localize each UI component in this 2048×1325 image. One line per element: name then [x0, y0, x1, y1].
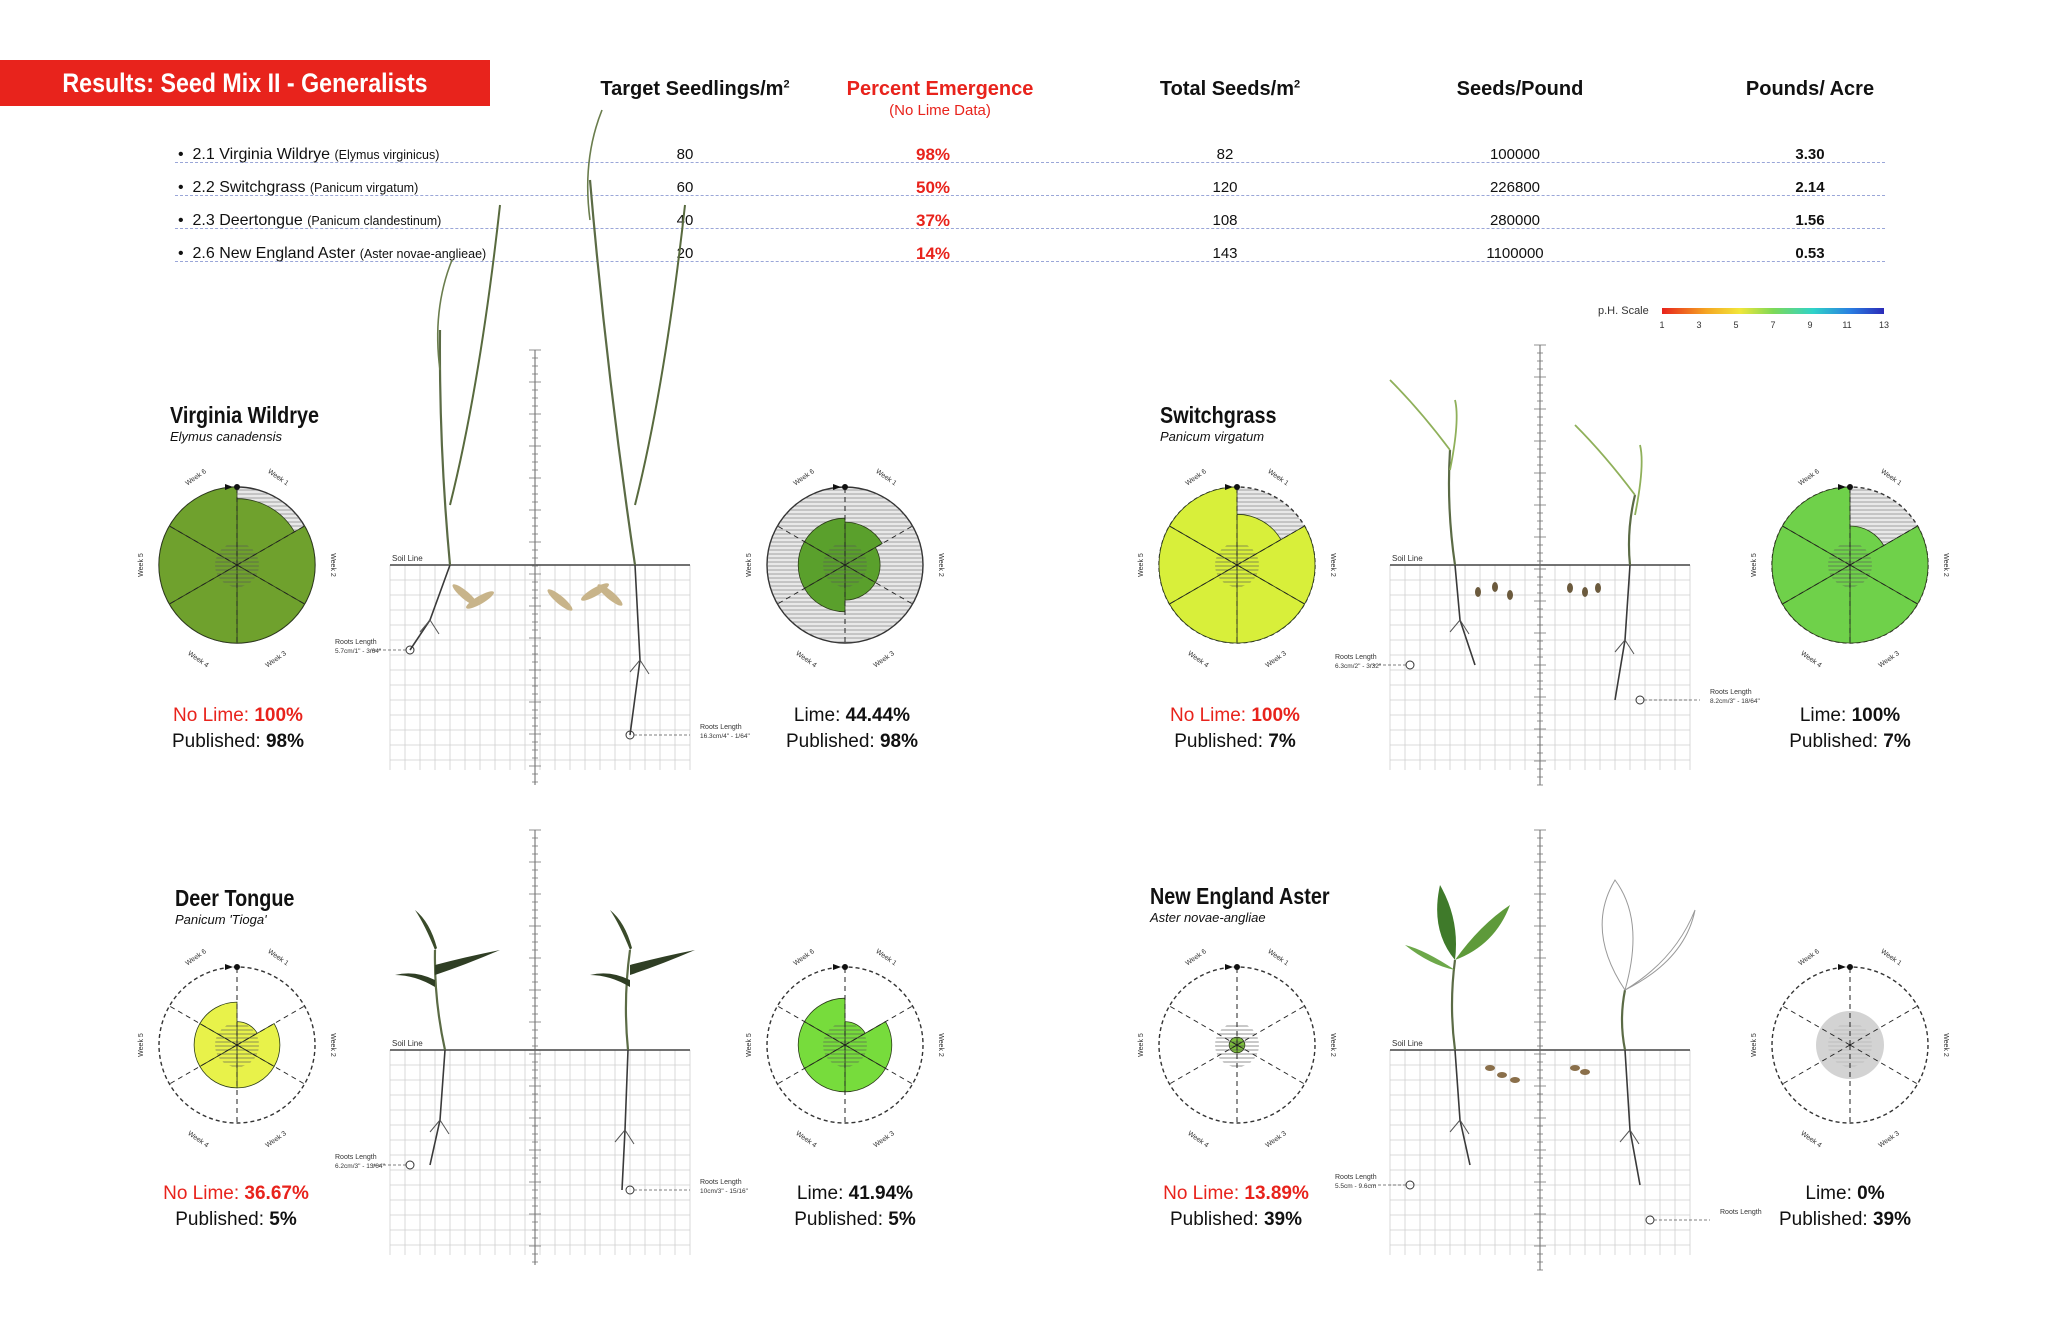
week-label: Week 6 — [1797, 948, 1821, 968]
week-label: Week 1 — [874, 948, 898, 968]
species-scientific-name: Elymus canadensis — [170, 429, 282, 444]
seed — [1475, 587, 1481, 597]
stem — [1629, 495, 1635, 565]
week-label: Week 3 — [1877, 650, 1901, 670]
roots-length-label: Roots Length — [335, 639, 377, 646]
cell-total: 108 — [1212, 212, 1238, 229]
no-lime-stat: No Lime: 100% — [1170, 705, 1300, 726]
week-label: Week 5 — [1138, 1033, 1145, 1057]
published-stat: Published: 39% — [1169, 1209, 1303, 1230]
cell-emergence: 37% — [915, 211, 951, 230]
lime-stat: Lime: 0% — [1805, 1183, 1885, 1204]
species-scientific-name: Panicum 'Tioga' — [175, 912, 267, 927]
week-label: Week 1 — [1266, 468, 1290, 488]
week-label: Week 3 — [264, 1130, 288, 1150]
seed — [1580, 1069, 1590, 1075]
col-header-emergence: Percent Emergence — [846, 78, 1034, 100]
leaf — [415, 910, 437, 950]
week-label: Week 2 — [1329, 1033, 1336, 1057]
week-label: Week 2 — [1329, 553, 1336, 577]
root — [1625, 1050, 1640, 1185]
leaf — [1450, 400, 1457, 470]
soil-line-label: Soil Line — [392, 1039, 423, 1048]
direction-arrow — [225, 964, 233, 970]
root — [630, 565, 640, 735]
seedling-illustration — [1335, 880, 1762, 1224]
week-label: Week 2 — [937, 553, 944, 577]
cell-seeds-per-pound: 1100000 — [1486, 245, 1544, 262]
cell-emergence: 50% — [915, 178, 951, 197]
col-header-total: Total Seeds/$m^2$ — [1159, 78, 1301, 100]
week-label: Week 1 — [1879, 948, 1903, 968]
seed — [1570, 1065, 1580, 1071]
lime-stat: Lime: 100% — [1799, 705, 1901, 726]
start-marker — [1234, 964, 1240, 970]
ph-tick: 9 — [1807, 320, 1813, 330]
cell-target: 80 — [676, 146, 694, 163]
stem — [1452, 960, 1455, 1050]
root-grid — [390, 830, 690, 1265]
table-row-name: • 2.2 Switchgrass (Panicum virgatum) — [178, 179, 419, 196]
radial-emergence-chart — [1751, 948, 1949, 1149]
radial-emergence-chart — [1138, 948, 1336, 1149]
week-label: Week 4 — [186, 1130, 210, 1150]
table-row-name: • 2.3 Deertongue (Panicum clandestinum) — [178, 212, 442, 229]
ph-tick: 3 — [1696, 320, 1702, 330]
published-stat: Published: 39% — [1778, 1209, 1912, 1230]
seedling-illustration — [1335, 380, 1760, 705]
week-label: Week 4 — [794, 650, 818, 670]
stem — [590, 180, 635, 565]
cell-emergence: 14% — [915, 244, 951, 263]
radial-emergence-chart — [1751, 468, 1949, 669]
published-stat: Published: 7% — [1174, 731, 1296, 752]
week-label: Week 5 — [138, 553, 145, 577]
species-scientific-name: Panicum virgatum — [1160, 429, 1265, 444]
cell-target: 60 — [676, 179, 694, 196]
week-label: Week 5 — [746, 553, 753, 577]
species-title: Virginia Wildrye — [170, 402, 319, 428]
week-label: Week 6 — [1184, 948, 1208, 968]
ph-tick: 5 — [1733, 320, 1739, 330]
week-label: Week 4 — [1799, 650, 1823, 670]
leaf — [1575, 425, 1635, 495]
lime-stat: Lime: 41.94% — [796, 1183, 914, 1204]
root-grid — [390, 350, 690, 785]
roots-length-value: 5.7cm/1" - 3/64" — [335, 648, 382, 655]
start-marker — [1234, 484, 1240, 490]
week-label: Week 1 — [1879, 468, 1903, 488]
leaf-outline — [1602, 880, 1695, 990]
week-label: Week 6 — [1797, 468, 1821, 488]
stem — [626, 950, 630, 1050]
week-label: Week 4 — [1186, 1130, 1210, 1150]
leaf — [1455, 905, 1510, 960]
week-label: Week 3 — [872, 1130, 896, 1150]
root — [622, 1050, 628, 1190]
leaf — [450, 205, 500, 505]
ph-scale-bar — [1662, 308, 1884, 314]
start-marker — [234, 964, 240, 970]
ph-scale-label: p.H. Scale — [1598, 305, 1649, 317]
direction-arrow — [1838, 964, 1846, 970]
cell-pounds-per-acre: 2.14 — [1795, 179, 1825, 196]
leaf — [610, 910, 632, 950]
ph-tick: 13 — [1878, 320, 1889, 330]
week-label: Week 2 — [329, 553, 336, 577]
week-label: Week 6 — [792, 948, 816, 968]
start-marker — [234, 484, 240, 490]
root-grid — [1390, 830, 1690, 1270]
radial-emergence-chart — [746, 468, 944, 669]
cell-total: 120 — [1212, 179, 1238, 196]
soil-line-label: Soil Line — [1392, 554, 1423, 563]
week-label: Week 6 — [184, 948, 208, 968]
week-label: Week 2 — [937, 1033, 944, 1057]
root — [430, 1050, 445, 1165]
leaf — [395, 973, 435, 987]
radial-emergence-chart — [138, 468, 336, 669]
week-label: Week 1 — [874, 468, 898, 488]
roots-length-value: 10cm/3" - 15/16" — [700, 1188, 748, 1195]
leaf — [588, 110, 602, 220]
species-scientific-name: Aster novae-angliae — [1150, 910, 1266, 925]
seedling-illustration — [335, 110, 750, 740]
cell-seeds-per-pound: 100000 — [1489, 146, 1541, 163]
roots-length-label: Roots Length — [700, 1179, 742, 1186]
roots-length-label: Roots Length — [700, 724, 742, 731]
roots-length-label: Roots Length — [335, 1154, 377, 1161]
week-label: Week 4 — [1799, 1130, 1823, 1150]
seedling-illustration — [335, 910, 749, 1195]
leaf — [1635, 445, 1642, 515]
root-branch — [1620, 1130, 1639, 1144]
table-row-name: • 2.1 Virginia Wildrye (Elymus virginicus) — [178, 146, 440, 163]
week-label: Week 6 — [184, 468, 208, 488]
no-lime-stat: No Lime: 13.89% — [1163, 1183, 1309, 1204]
seed — [1485, 1065, 1495, 1071]
roots-length-label: Roots Length — [1335, 1174, 1377, 1181]
roots-length-label: Roots Length — [1710, 689, 1752, 696]
cell-total: 82 — [1216, 146, 1234, 163]
week-label: Week 3 — [264, 650, 288, 670]
cell-target: 40 — [676, 212, 694, 229]
radial-emergence-chart — [746, 948, 944, 1149]
root-branch — [1450, 620, 1469, 634]
cell-pounds-per-acre: 3.30 — [1795, 146, 1825, 163]
week-label: Week 1 — [266, 948, 290, 968]
col-header-target: Target Seedlings/$m^2$ — [600, 78, 790, 100]
direction-arrow — [1225, 964, 1233, 970]
week-label: Week 3 — [1877, 1130, 1901, 1150]
stem — [1622, 990, 1625, 1050]
week-label: Week 3 — [1264, 1130, 1288, 1150]
published-stat: Published: 98% — [171, 731, 305, 752]
root-branch — [1450, 1120, 1469, 1134]
published-stat: Published: 5% — [794, 1209, 916, 1230]
col-header-emergence-note: (No Lime Data) — [889, 102, 991, 119]
roots-length-value: 8.2cm/3" - 18/64" — [1710, 698, 1760, 705]
ph-tick: 11 — [1842, 320, 1852, 330]
week-label: Week 5 — [138, 1033, 145, 1057]
radial-emergence-chart — [1138, 468, 1336, 669]
cell-total: 143 — [1212, 245, 1238, 262]
start-marker — [842, 964, 848, 970]
week-label: Week 5 — [746, 1033, 753, 1057]
leaf — [590, 973, 630, 987]
table-row-name: • 2.6 New England Aster (Aster novae-anglieae) — [178, 245, 487, 262]
week-label: Week 4 — [794, 1130, 818, 1150]
root-tip-marker — [1646, 1216, 1654, 1224]
week-label: Week 4 — [186, 650, 210, 670]
week-label: Week 6 — [1184, 468, 1208, 488]
week-label: Week 1 — [266, 468, 290, 488]
cell-seeds-per-pound: 226800 — [1489, 179, 1541, 196]
seed — [1567, 583, 1573, 593]
week-label: Week 4 — [1186, 650, 1210, 670]
seed — [1497, 1072, 1507, 1078]
seed — [1507, 590, 1513, 600]
soil-line-label: Soil Line — [1392, 1039, 1423, 1048]
leaf — [435, 950, 500, 975]
cell-pounds-per-acre: 0.53 — [1795, 245, 1825, 262]
roots-length-value: 16.3cm/4" - 1/64" — [700, 733, 750, 740]
seed — [1582, 587, 1588, 597]
week-label: Week 1 — [1266, 948, 1290, 968]
root-tip-marker — [1406, 661, 1414, 669]
ph-tick: 1 — [1659, 320, 1665, 330]
cell-pounds-per-acre: 1.56 — [1795, 212, 1825, 229]
seed — [1492, 582, 1498, 592]
roots-length-value: 6.3cm/2" - 3/32" — [1335, 663, 1382, 670]
leaf — [630, 950, 695, 975]
root — [1455, 1050, 1470, 1165]
root-grid — [1390, 345, 1690, 785]
species-title: Switchgrass — [1160, 402, 1277, 428]
leaf — [635, 205, 685, 505]
roots-length-value: 6.2cm/3" - 13/64" — [335, 1163, 385, 1170]
start-marker — [1847, 964, 1853, 970]
ph-tick: 7 — [1770, 320, 1776, 330]
week-label: Week 5 — [1751, 553, 1758, 577]
cell-seeds-per-pound: 280000 — [1489, 212, 1541, 229]
roots-length-label: Roots Length — [1335, 654, 1377, 661]
roots-length-label: Roots Length — [1720, 1209, 1762, 1216]
cell-emergence: 98% — [915, 145, 951, 164]
col-header-seeds-per-pound: Seeds/Pound — [1456, 78, 1584, 100]
week-label: Week 3 — [1264, 650, 1288, 670]
root — [1615, 565, 1630, 700]
leaf — [1437, 885, 1456, 960]
week-label: Week 5 — [1138, 553, 1145, 577]
seed — [1510, 1077, 1520, 1083]
radial-emergence-chart — [138, 948, 336, 1149]
no-lime-stat: No Lime: 36.67% — [163, 1183, 309, 1204]
week-label: Week 3 — [872, 650, 896, 670]
week-label: Week 5 — [1751, 1033, 1758, 1057]
week-label: Week 6 — [792, 468, 816, 488]
published-stat: Published: 5% — [175, 1209, 297, 1230]
direction-arrow — [833, 964, 841, 970]
week-label: Week 2 — [1942, 553, 1949, 577]
stem — [440, 330, 450, 565]
root — [410, 565, 450, 650]
seed — [1595, 583, 1601, 593]
lime-stat: Lime: 44.44% — [793, 705, 911, 726]
week-label: Week 2 — [329, 1033, 336, 1057]
page-title: Results: Seed Mix II - Generalists — [62, 68, 428, 98]
week-label: Week 2 — [1942, 1033, 1949, 1057]
root-tip-marker — [406, 1161, 414, 1169]
no-lime-stat: No Lime: 100% — [173, 705, 303, 726]
leaf — [1390, 380, 1450, 450]
published-stat: Published: 98% — [785, 731, 919, 752]
start-marker — [1847, 484, 1853, 490]
col-header-pounds-per-acre: Pounds/ Acre — [1745, 78, 1875, 100]
roots-length-value: 5.5cm - 9.6cm — [1335, 1183, 1377, 1190]
published-stat: Published: 7% — [1789, 731, 1911, 752]
species-title: New England Aster — [1150, 883, 1330, 909]
soil-line-label: Soil Line — [392, 554, 423, 563]
cell-target: 20 — [676, 245, 694, 262]
start-marker — [842, 484, 848, 490]
species-title: Deer Tongue — [175, 885, 295, 911]
